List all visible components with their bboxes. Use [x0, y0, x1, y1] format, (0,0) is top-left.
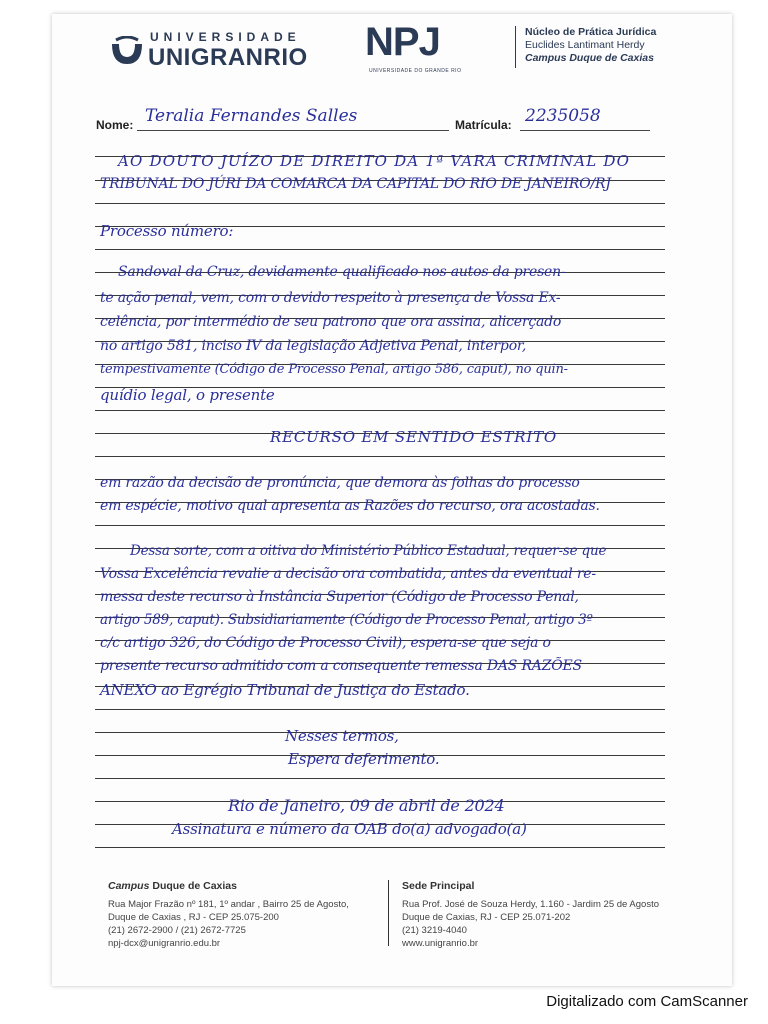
handwritten-signature-line: Assinatura e número da OAB do(a) advogado(a) [172, 820, 527, 838]
sede-address: Rua Prof. José de Souza Herdy, 1.160 - Jardim 25 de Agosto [402, 899, 659, 910]
university-label: UNIVERSIDADE [150, 30, 301, 44]
ruled-line [95, 709, 665, 710]
name-value: Teralia Fernandes Salles [145, 106, 358, 126]
handwritten-line: Dessa sorte, com a oitiva do Ministério Público Estadual, requer-se que [130, 543, 607, 559]
handwritten-line: messa deste recurso à Instância Superior (Código de Processo Penal, [100, 589, 579, 605]
handwritten-date: Rio de Janeiro, 09 de abril de 2024 [228, 796, 505, 815]
handwritten-line: Sandoval da Cruz, devidamente qualificado nos autos da presen- [118, 264, 566, 280]
matricula-label: Matrícula: [455, 118, 512, 132]
sede-phone: (21) 3219-4040 [402, 925, 467, 936]
footer-divider [388, 880, 389, 946]
handwritten-line: AO DOUTO JUÍZO DE DIREITO DA 1ª VARA CRIMINAL DO [118, 152, 631, 170]
npj-line-3: Campus Duque de Caxias [525, 52, 654, 64]
handwritten-line: presente recurso admitido com a consequente remessa DAS RAZÕES [100, 658, 582, 674]
handwritten-closing: Nesses termos, [285, 727, 399, 745]
handwritten-heading: RECURSO EM SENTIDO ESTRITO [270, 428, 557, 446]
handwritten-line: Vossa Excelência revalie a decisão ora combatida, antes da eventual re- [100, 566, 596, 582]
ruled-line [95, 249, 665, 250]
unigranrio-mark-icon [110, 36, 144, 66]
ruled-line [95, 203, 665, 204]
ruled-line [95, 525, 665, 526]
npj-divider [515, 26, 516, 68]
npj-logo-block [365, 20, 725, 90]
handwritten-line: te ação penal, vem, com o devido respeito à presença de Vossa Ex- [100, 290, 561, 306]
footer-campus [108, 880, 378, 950]
handwritten-closing: Espera deferimento. [288, 750, 440, 768]
handwritten-line: artigo 589, caput). Subsidiariamente (Código de Processo Penal, artigo 3º [100, 612, 593, 628]
campus-label: Campus [108, 880, 150, 892]
handwritten-line: no artigo 581, inciso IV da legislação Adjetiva Penal, interpor, [100, 338, 527, 354]
sede-website: www.unigranrio.br [402, 938, 479, 949]
handwritten-line: ANEXO ao Egrégio Tribunal de Justiça do Estado. [100, 681, 470, 699]
handwritten-line: Processo número: [100, 222, 234, 240]
ruled-line [95, 778, 665, 779]
npj-line-2: Euclides Lantimant Herdy [525, 39, 645, 51]
name-underline [137, 130, 449, 131]
ruled-line [95, 410, 665, 411]
sede-title: Sede Principal [402, 880, 475, 892]
camscanner-watermark: Digitalizado com CamScanner [546, 993, 748, 1010]
ruled-line [95, 847, 665, 848]
campus-city: Duque de Caxias , RJ - CEP 25.075-200 [108, 912, 279, 923]
campus-address: Rua Major Frazão nº 181, 1º andar , Bairro 25 de Agosto, [108, 899, 349, 910]
handwritten-line: quídio legal, o presente [100, 386, 275, 404]
name-label: Nome: [96, 118, 134, 132]
campus-title [108, 880, 378, 892]
handwritten-line: em espécie, motivo qual apresenta as Razões do recurso, ora acostadas. [100, 498, 600, 514]
matricula-underline [520, 130, 650, 131]
handwritten-line: em razão da decisão de pronúncia, que demora às folhas do processo [100, 475, 580, 491]
matricula-value: 2235058 [525, 106, 601, 126]
unigranrio-logo [110, 22, 380, 88]
npj-subtitle: UNIVERSIDADE DO GRANDE RIO [369, 68, 462, 74]
sede-city: Duque de Caxias, RJ - CEP 25.071-202 [402, 912, 571, 923]
handwritten-line: celência, por intermédio de seu patrono que ora assina, alicerçado [100, 314, 562, 330]
handwritten-line: TRIBUNAL DO JÚRI DA COMARCA DA CAPITAL DO RIO DE JANEIRO/RJ [100, 176, 611, 192]
ruled-line [95, 456, 665, 457]
university-name: UNIGRANRIO [148, 44, 308, 71]
handwritten-line: tempestivamente (Código de Processo Penal, artigo 586, caput), no quin- [100, 362, 568, 377]
campus-phone: (21) 2672-2900 / (21) 2672-7725 [108, 925, 246, 936]
campus-email: npj-dcx@unigranrio.edu.br [108, 938, 221, 949]
npj-logo: NPJ [365, 20, 440, 64]
footer-sede [402, 880, 692, 950]
handwritten-line: c/c artigo 326, do Código de Processo Civil), espera-se que seja o [100, 635, 551, 651]
campus-name: Duque de Caxias [152, 880, 237, 892]
npj-line-1: Núcleo de Prática Jurídica [525, 26, 657, 38]
